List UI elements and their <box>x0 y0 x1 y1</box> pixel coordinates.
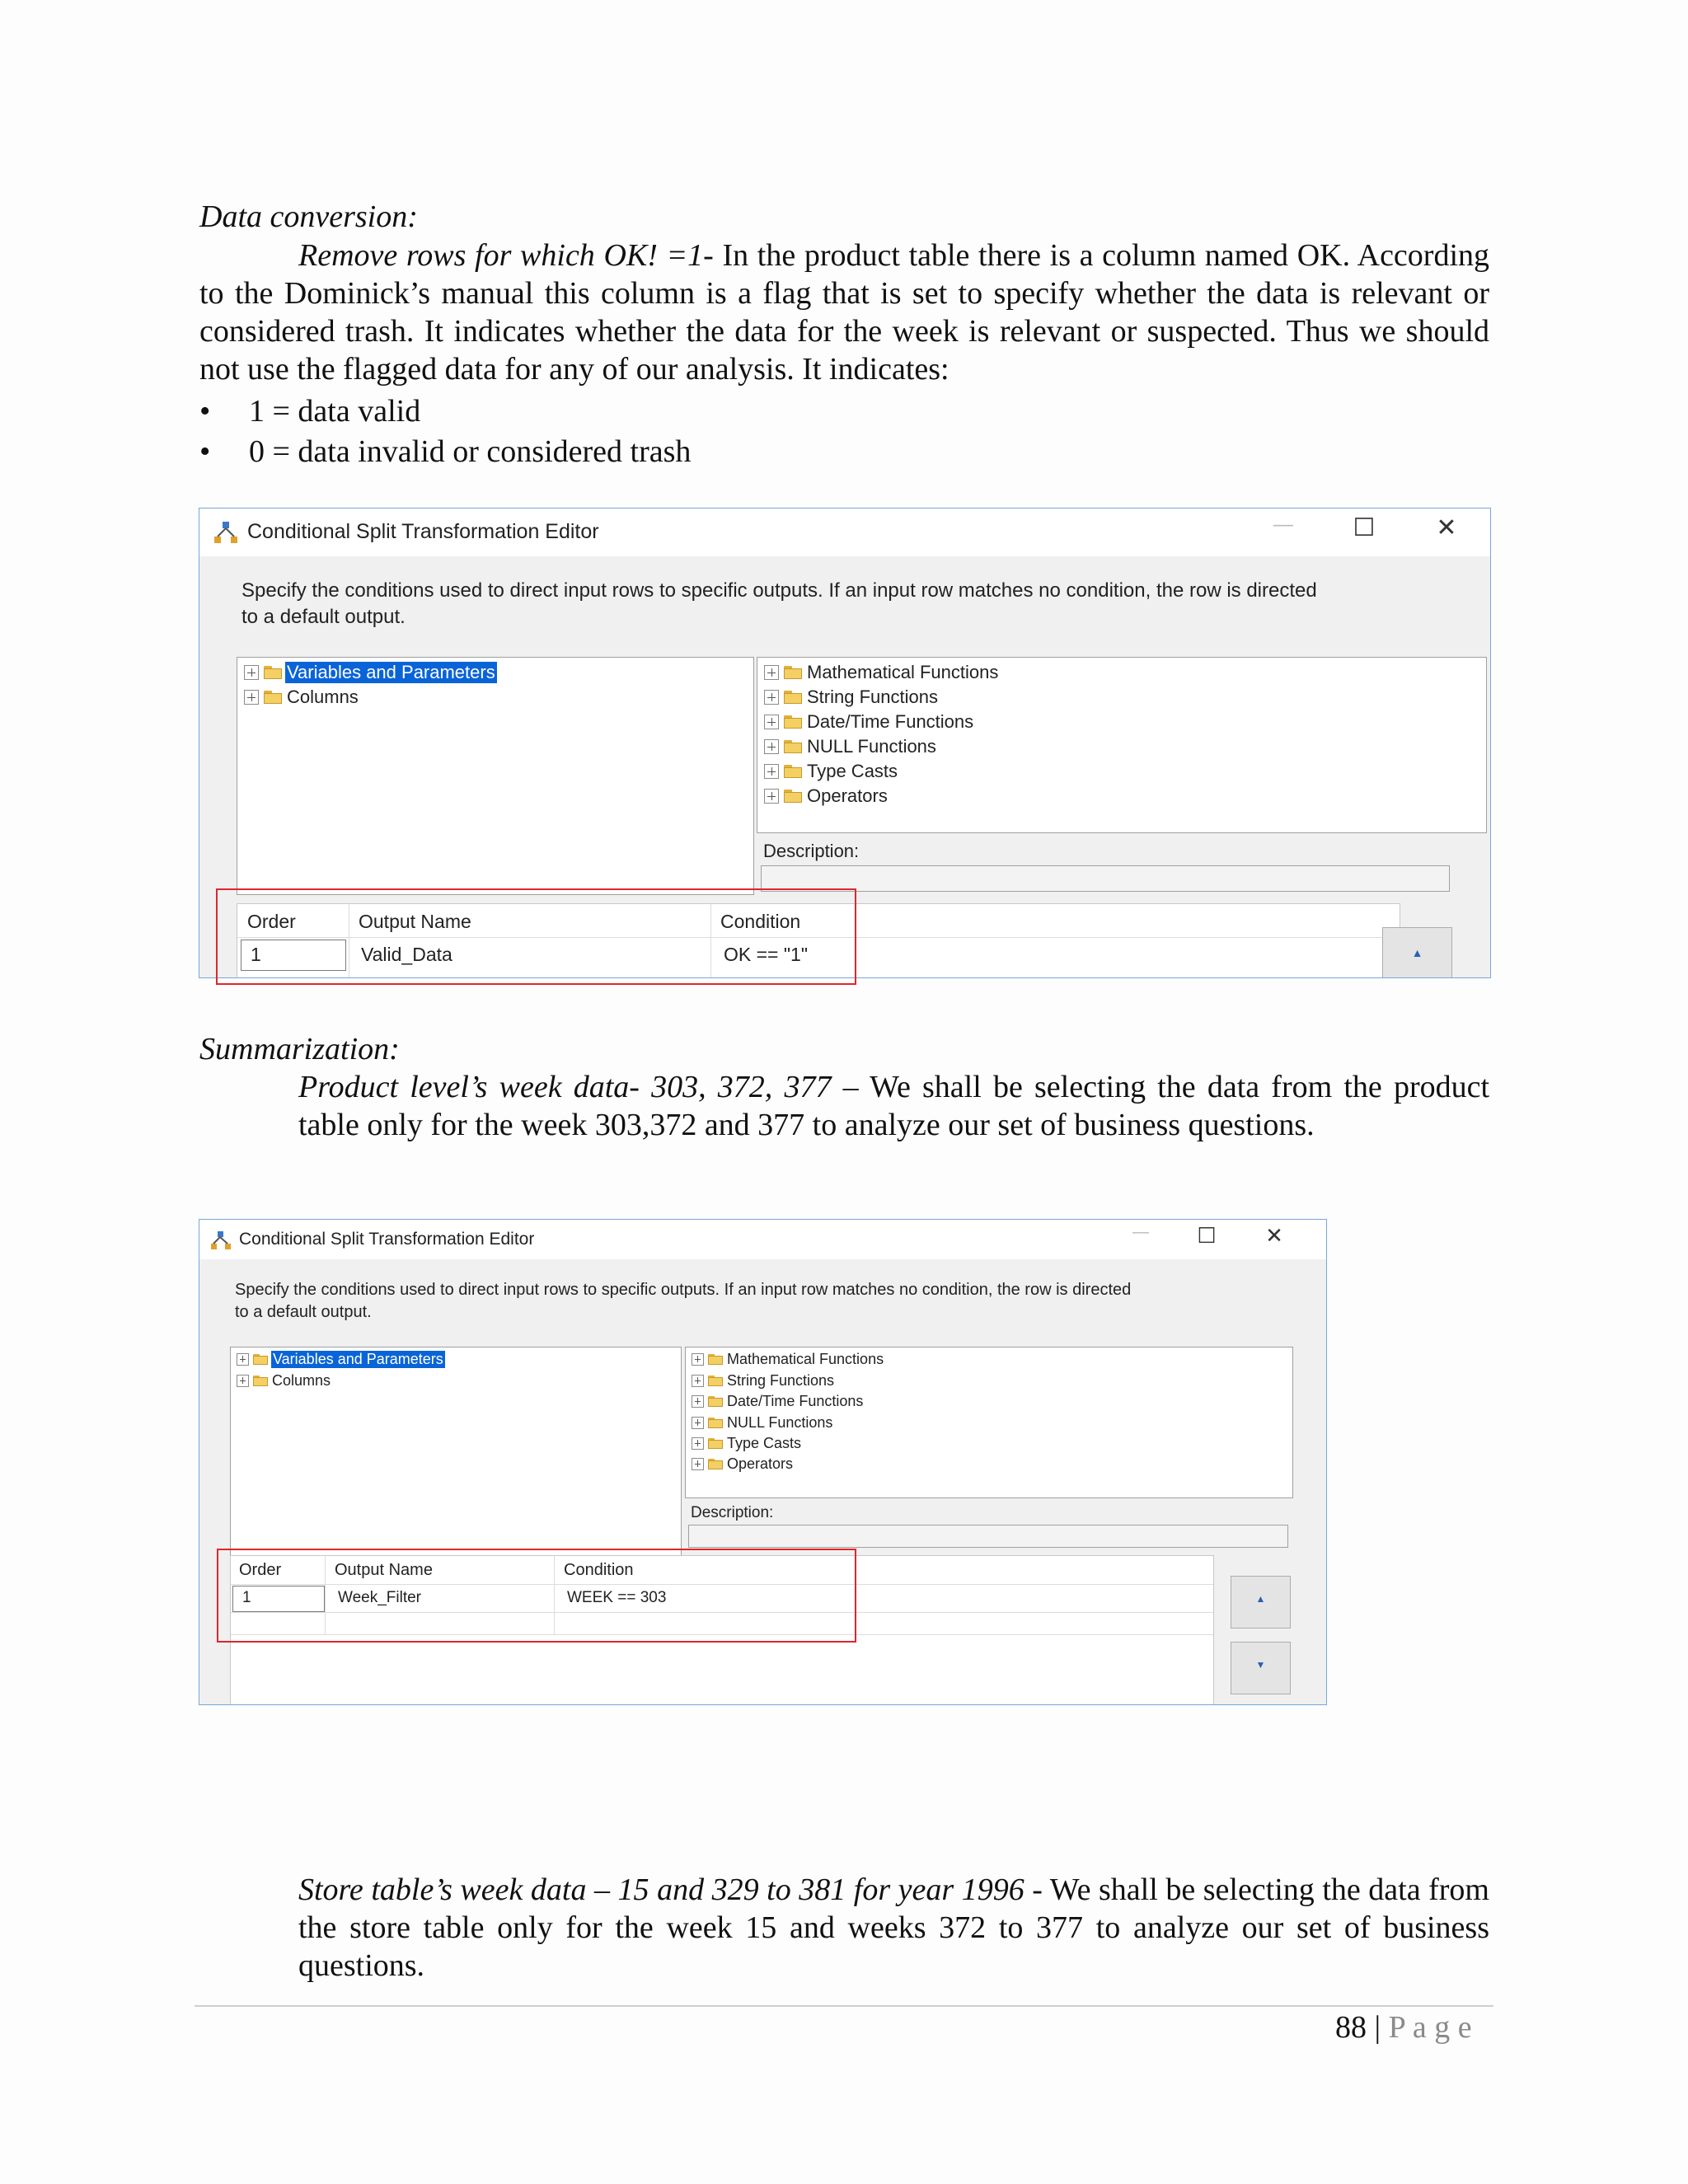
expand-icon[interactable] <box>244 665 259 680</box>
tree-node-columns[interactable] <box>244 686 359 709</box>
minimize-button[interactable]: — <box>1273 513 1293 536</box>
tree-node-label: Columns <box>272 1371 331 1389</box>
dialog-description-line2: to a default output. <box>235 1303 372 1321</box>
footer-rule <box>195 2005 1493 2007</box>
functions-tree[interactable] <box>757 657 1487 833</box>
dialog-description-line1: Specify the conditions used to direct input rows to specific outputs. If an input row matches no condition, the row is directed <box>235 1281 1132 1299</box>
move-down-button[interactable] <box>1231 1642 1291 1694</box>
row-order-value: 1 <box>251 944 261 965</box>
tree-node-datetime-functions[interactable] <box>692 1391 863 1411</box>
tree-node-variables-parameters[interactable] <box>244 661 497 684</box>
tree-node-type-casts[interactable] <box>692 1433 801 1453</box>
summarization-lead: Product level’s week data- 303, 372, 377 <box>298 1070 832 1104</box>
column-header-condition[interactable]: Condition <box>564 1561 634 1579</box>
folder-icon <box>784 765 802 778</box>
folder-icon <box>784 740 802 753</box>
tree-node-label: Operators <box>727 1455 794 1472</box>
data-conversion-lead: Remove rows for which OK! =1- <box>298 238 714 273</box>
row-order-value: 1 <box>242 1589 251 1606</box>
column-header-output-name[interactable]: Output Name <box>335 1561 433 1579</box>
tree-node-label: NULL Functions <box>807 736 936 757</box>
expand-icon[interactable] <box>237 1353 249 1366</box>
tree-node-type-casts[interactable] <box>764 760 898 783</box>
store-week-lead: Store table’s week data – 15 and 329 to 381 for year 1996 <box>298 1872 1025 1907</box>
dialog-description-line1: Specify the conditions used to direct input rows to specific outputs. If an input row matches no condition, the row is directed <box>241 579 1317 602</box>
minimize-button[interactable]: — <box>1132 1223 1149 1241</box>
tree-node-variables-parameters[interactable] <box>237 1349 445 1369</box>
page-footer <box>1335 2008 1472 2046</box>
expand-icon[interactable] <box>764 665 779 680</box>
tree-node-label: Variables and Parameters <box>287 662 495 682</box>
tree-node-label: String Functions <box>807 687 938 707</box>
highlight-box <box>216 888 856 985</box>
tree-node-label: String Functions <box>727 1371 835 1389</box>
page-number: 88 <box>1335 2010 1367 2045</box>
folder-icon <box>708 1418 723 1428</box>
store-week-paragraph <box>298 1871 1489 1985</box>
tree-node-string-functions[interactable] <box>692 1371 834 1390</box>
tree-node-string-functions[interactable] <box>764 686 938 709</box>
store-week-body: - We shall be selecting the data from the store table only for the week 15 and weeks 372 to 377 to analyze our set of business questions. <box>298 1872 1489 1983</box>
expand-icon[interactable] <box>764 789 779 804</box>
ssis-transform-icon <box>209 1230 232 1251</box>
tree-node-null-functions[interactable] <box>692 1413 832 1432</box>
bullet-text: 0 = data invalid or considered trash <box>249 434 692 469</box>
arrow-down-icon: ▼ <box>1255 1659 1266 1671</box>
move-up-button[interactable] <box>1382 927 1452 978</box>
dialog-title: Conditional Split Transformation Editor <box>247 520 599 543</box>
tree-node-label: Date/Time Functions <box>807 711 974 732</box>
tree-node-datetime-functions[interactable] <box>764 710 973 733</box>
row-condition-value[interactable]: OK == "1" <box>724 944 808 965</box>
column-header-output-name[interactable]: Output Name <box>359 911 471 932</box>
tree-node-label: Mathematical Functions <box>727 1350 884 1367</box>
summarization-body: – We shall be selecting the data from the product table only for the week 303,372 and 377 to analyze our set of business questions. <box>298 1070 1490 1142</box>
summarization-paragraph <box>298 1068 1489 1144</box>
row-output-name-value[interactable]: Valid_Data <box>361 944 452 965</box>
folder-icon <box>784 715 802 729</box>
section-heading-data-conversion: Data conversion: <box>199 199 418 234</box>
tree-node-label: Mathematical Functions <box>807 662 999 682</box>
tree-node-operators[interactable] <box>692 1454 793 1474</box>
folder-icon <box>264 691 282 704</box>
expand-icon[interactable] <box>692 1353 704 1366</box>
maximize-button[interactable]: ☐ <box>1197 1223 1217 1248</box>
title-bar <box>199 1220 1326 1259</box>
description-label: Description: <box>763 841 860 861</box>
description-label: Description: <box>691 1504 774 1521</box>
maximize-button[interactable]: ☐ <box>1353 514 1376 541</box>
expand-icon[interactable] <box>692 1458 704 1470</box>
folder-icon <box>708 1396 723 1407</box>
bullet-icon: • <box>199 434 211 469</box>
tree-node-label: Date/Time Functions <box>727 1392 864 1409</box>
move-up-button[interactable] <box>1231 1576 1291 1629</box>
folder-icon <box>708 1376 723 1386</box>
dialog-description-line2: to a default output. <box>241 606 406 628</box>
functions-tree[interactable] <box>685 1347 1293 1498</box>
expand-icon[interactable] <box>244 690 259 705</box>
folder-icon <box>708 1354 723 1365</box>
arrow-up-icon: ▲ <box>1255 1593 1266 1605</box>
tree-node-null-functions[interactable] <box>764 735 936 758</box>
highlight-box <box>217 1549 856 1643</box>
folder-icon <box>253 1376 268 1386</box>
folder-open-icon <box>264 666 282 679</box>
column-header-order[interactable]: Order <box>239 1561 282 1579</box>
folder-icon <box>784 790 802 803</box>
tree-node-label: Variables and Parameters <box>273 1350 443 1367</box>
row-condition-value[interactable]: WEEK == 303 <box>567 1589 667 1606</box>
data-conversion-paragraph <box>199 237 1489 388</box>
expand-icon[interactable] <box>692 1437 704 1450</box>
column-header-order[interactable]: Order <box>247 911 296 932</box>
description-field <box>688 1525 1288 1548</box>
expand-icon[interactable] <box>764 739 779 754</box>
expand-icon[interactable] <box>692 1417 704 1429</box>
folder-icon <box>784 666 802 679</box>
folder-icon <box>708 1459 723 1469</box>
section-heading-summarization: Summarization: <box>199 1032 400 1066</box>
expand-icon[interactable] <box>237 1375 249 1387</box>
expand-icon[interactable] <box>764 690 779 705</box>
expand-icon[interactable] <box>764 764 779 779</box>
tree-node-label: NULL Functions <box>727 1413 833 1431</box>
title-bar <box>199 509 1490 556</box>
ssis-transform-icon <box>213 520 239 545</box>
expand-icon[interactable] <box>764 715 779 729</box>
description-field <box>761 865 1450 892</box>
folder-icon <box>708 1438 723 1449</box>
close-button[interactable]: ✕ <box>1436 514 1457 541</box>
row-output-name-value[interactable]: Week_Filter <box>338 1589 422 1606</box>
footer-separator: | <box>1374 2010 1381 2045</box>
tree-node-mathematical-functions[interactable] <box>764 661 998 684</box>
dialog-title: Conditional Split Transformation Editor <box>239 1230 535 1249</box>
expand-icon[interactable] <box>692 1395 704 1408</box>
bullet-text: 1 = data valid <box>249 394 421 429</box>
page-label: P a g e <box>1388 2010 1472 2045</box>
variables-columns-tree[interactable] <box>237 657 754 895</box>
tree-node-label: Operators <box>807 785 888 806</box>
tree-node-columns[interactable] <box>237 1371 331 1390</box>
expand-icon[interactable] <box>692 1375 704 1387</box>
tree-node-operators[interactable] <box>764 785 888 808</box>
data-conversion-body: In the product table there is a column named OK. According to the Dominick’s manual this column is a flag that is set to specify whether the data is relevant or considered trash. It indicates whether the data for the week is relevant or suspected. Thus we should not use the flagged data for any of our analysis. It indicates: <box>199 238 1490 387</box>
column-header-condition[interactable]: Condition <box>720 911 801 932</box>
tree-node-label: Type Casts <box>727 1434 802 1451</box>
tree-node-mathematical-functions[interactable] <box>692 1349 884 1369</box>
bullet-icon: • <box>199 394 211 429</box>
tree-node-label: Type Casts <box>807 761 898 781</box>
arrow-up-icon: ▲ <box>1411 946 1423 959</box>
folder-icon <box>784 691 802 704</box>
folder-open-icon <box>253 1354 268 1365</box>
close-button[interactable]: ✕ <box>1265 1223 1283 1248</box>
tree-node-label: Columns <box>287 687 359 707</box>
